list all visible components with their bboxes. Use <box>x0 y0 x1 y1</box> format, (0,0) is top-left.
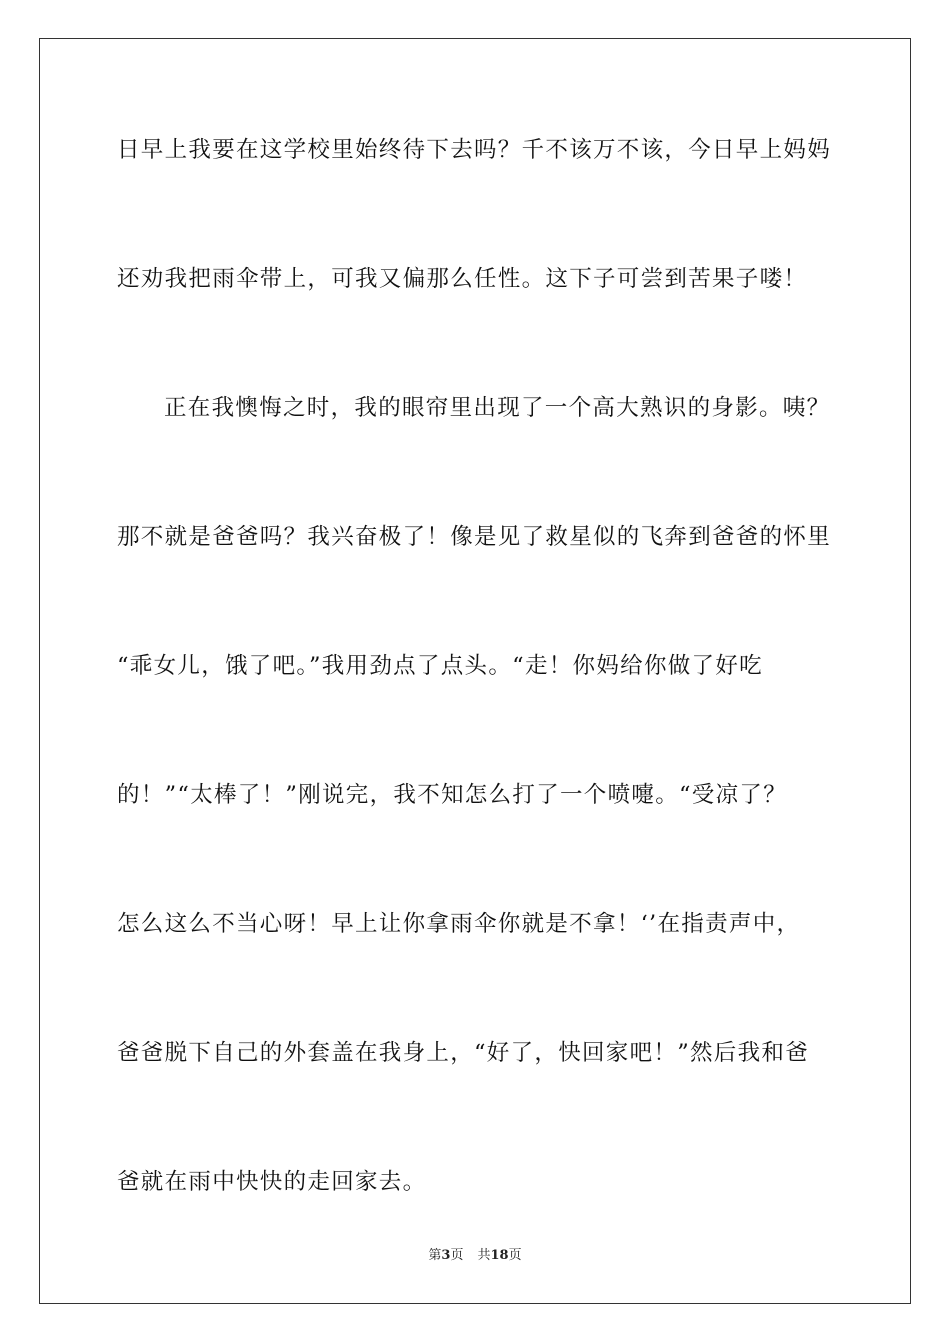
page-suffix: 页 <box>450 1248 464 1263</box>
text-line: 还劝我把雨伞带上，可我又偏那么任性。这下子可尝到苦果子喽！ <box>117 266 808 292</box>
text-line: “乖女儿，饿了吧。”我用劲点了点头。“走！你妈给你做了好吃 <box>117 653 763 679</box>
page-prefix: 第 <box>428 1248 442 1263</box>
text-line: 那不就是爸爸吗？我兴奋极了！像是见了救星似的飞奔到爸爸的怀里 <box>117 524 832 550</box>
text-line: 的！”“太棒了！”刚说完，我不知怎么打了一个喷嚏。“受凉了？ <box>117 782 788 808</box>
text-line-paragraph-start: 正在我懊悔之时，我的眼帘里出现了一个高大熟识的身影。咦？ <box>164 395 831 421</box>
document-body <box>117 126 833 1287</box>
text-line: 爸就在雨中快快的走回家去。 <box>117 1169 427 1195</box>
current-page-number: 3 <box>441 1248 451 1263</box>
total-prefix: 共 <box>477 1248 491 1263</box>
total-pages-number: 18 <box>490 1248 509 1263</box>
text-line: 怎么这么不当心呀！早上让你拿雨伞你就是不拿！‘’在指责声中， <box>117 911 801 937</box>
text-line: 爸爸脱下自己的外套盖在我身上，“好了，快回家吧！”然后我和爸 <box>117 1040 810 1066</box>
text-line: 日早上我要在这学校里始终待下去吗？千不该万不该，今日早上妈妈 <box>117 137 832 163</box>
total-suffix: 页 <box>508 1248 522 1263</box>
page-footer <box>0 1246 950 1266</box>
